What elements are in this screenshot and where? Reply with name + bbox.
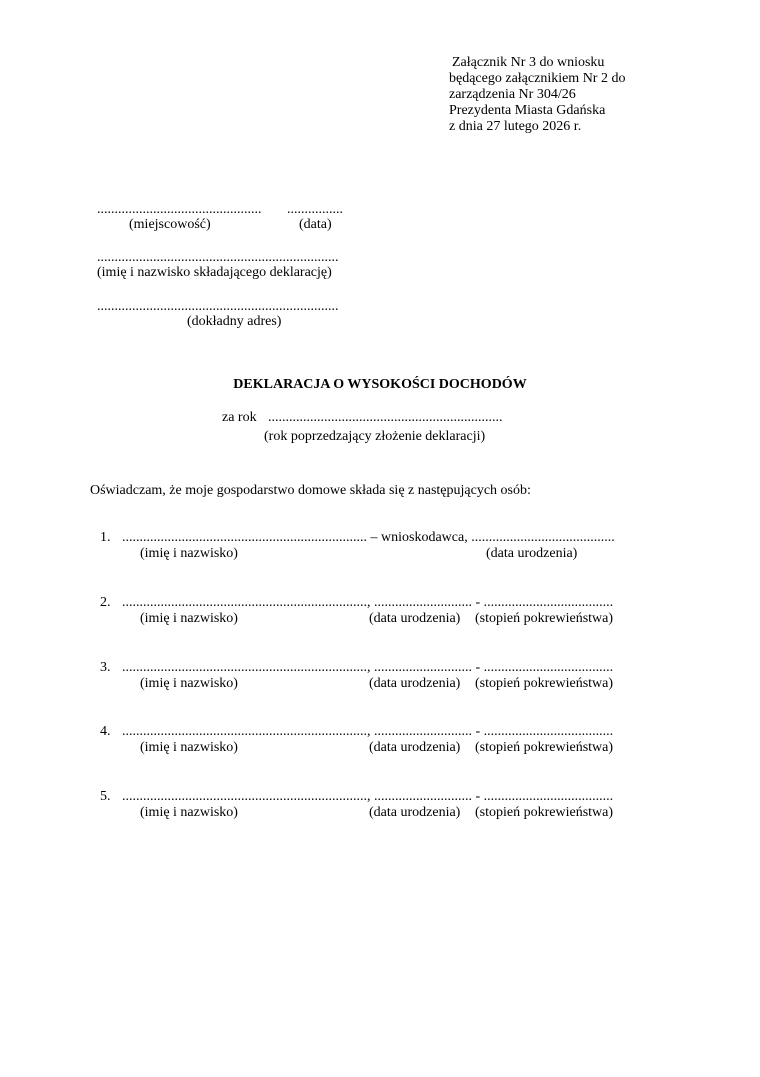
person-entry-line[interactable]: ......................................................................, ............................ - ..................................... xyxy=(122,595,614,610)
year-label: za rok xyxy=(222,410,257,425)
name-label: (imię i nazwisko) xyxy=(140,546,238,561)
person-entry-line[interactable]: ...................................................................... – wnioskodawca, ......................................... xyxy=(122,530,615,545)
address-field[interactable]: ..................................................................... xyxy=(97,299,339,314)
household-statement: Oświadczam, że moje gospodarstwo domowe składa się z następujących osób: xyxy=(90,483,531,498)
declarant-name-label: (imię i nazwisko składającego deklarację) xyxy=(97,265,332,280)
person-number: 2. xyxy=(100,595,111,610)
date-field[interactable]: ................ xyxy=(287,202,343,217)
relation-label: (stopień pokrewieństwa) xyxy=(475,805,614,820)
person-number: 3. xyxy=(100,660,111,675)
declarant-name-field[interactable]: ..................................................................... xyxy=(97,250,339,265)
relation-label: (stopień pokrewieństwa) xyxy=(475,740,614,755)
person-number: 1. xyxy=(100,530,111,545)
address-label: (dokładny adres) xyxy=(187,314,282,329)
relation-label: (stopień pokrewieństwa) xyxy=(475,676,614,691)
name-label: (imię i nazwisko) xyxy=(140,676,238,691)
year-caption: (rok poprzedzający złożenie deklaracji) xyxy=(264,429,486,444)
person-entry-line[interactable]: ......................................................................, ............................ - ..................................... xyxy=(122,789,614,804)
date-label: (data) xyxy=(299,217,332,232)
name-label: (imię i nazwisko) xyxy=(140,611,238,626)
person-entry-line[interactable]: ......................................................................, ............................ - ..................................... xyxy=(122,724,614,739)
place-field[interactable]: ............................................... xyxy=(97,202,262,217)
person-number: 4. xyxy=(100,724,111,739)
dob-label: (data urodzenia) xyxy=(369,805,461,820)
document-title: DEKLARACJA O WYSOKOŚCI DOCHODÓW xyxy=(233,377,527,392)
person-number: 5. xyxy=(100,789,111,804)
person-entry-line[interactable]: ......................................................................, ............................ - ..................................... xyxy=(122,660,614,675)
annex-line: będącego załącznikiem Nr 2 do xyxy=(449,71,626,86)
annex-line: z dnia 27 lutego 2026 r. xyxy=(449,119,582,134)
name-label: (imię i nazwisko) xyxy=(140,805,238,820)
annex-line: zarządzenia Nr 304/26 xyxy=(449,87,576,102)
annex-note xyxy=(449,55,625,135)
name-label: (imię i nazwisko) xyxy=(140,740,238,755)
dob-label: (data urodzenia) xyxy=(369,740,461,755)
dob-label: (data urodzenia) xyxy=(369,676,461,691)
dob-label: (data urodzenia) xyxy=(486,546,578,561)
place-label: (miejscowość) xyxy=(129,217,211,232)
annex-line: Prezydenta Miasta Gdańska xyxy=(449,103,606,118)
year-field[interactable]: ................................................................... xyxy=(268,410,503,425)
annex-line: Załącznik Nr 3 do wniosku xyxy=(452,55,605,70)
relation-label: (stopień pokrewieństwa) xyxy=(475,611,614,626)
dob-label: (data urodzenia) xyxy=(369,611,461,626)
